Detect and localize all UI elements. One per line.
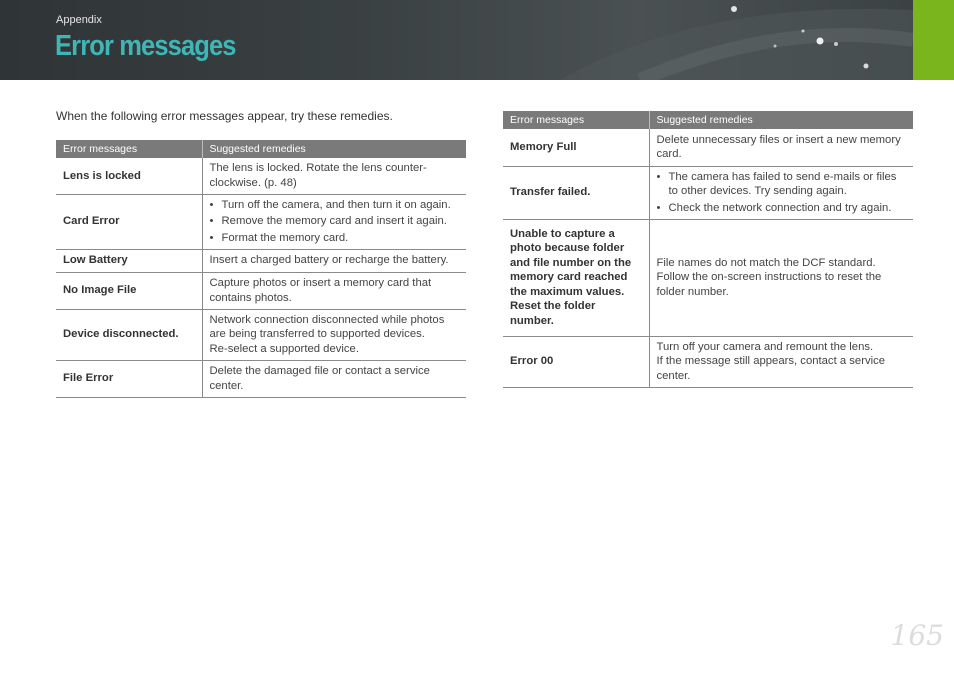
table-row xyxy=(56,272,466,309)
error-cell: Error 00 xyxy=(503,336,649,387)
remedy-cell: Delete the damaged file or contact a service center. xyxy=(202,360,466,397)
remedy-line: Turn off your camera and remount the lens. xyxy=(656,340,874,353)
table-row xyxy=(503,129,913,166)
remedy-line: File names do not match the DCF standard. xyxy=(656,256,876,269)
error-table-left xyxy=(56,140,466,398)
remedy-line: Re-select a supported device. xyxy=(209,342,359,355)
remedy-cell: Capture photos or insert a memory card that contains photos. xyxy=(202,272,466,309)
table-row xyxy=(56,360,466,397)
page-title: Error messages xyxy=(55,30,236,62)
remedy-cell: Insert a charged battery or recharge the battery. xyxy=(202,249,466,272)
remedy-cell: The lens is locked. Rotate the lens counter-clockwise. (p. 48) xyxy=(202,158,466,194)
remedy-bullet: • The camera has failed to send e-mails or files to other devices. Try sending again. xyxy=(669,170,909,199)
section-label: Appendix xyxy=(56,14,102,26)
remedy-bullet: • Turn off the camera, and then turn it on again. xyxy=(222,198,462,213)
error-cell: File Error xyxy=(56,360,202,397)
remedy-line: Follow the on-screen instructions to reset the folder number. xyxy=(656,271,882,298)
remedy-bullet: • Remove the memory card and insert it again. xyxy=(222,214,462,229)
remedy-cell xyxy=(202,194,466,249)
error-cell: Lens is locked xyxy=(56,158,202,194)
remedy-cell xyxy=(649,166,913,219)
error-cell: Device disconnected. xyxy=(56,309,202,360)
table-row xyxy=(56,158,466,194)
table-row xyxy=(503,219,913,336)
column-header-error: Error messages xyxy=(503,111,649,129)
error-cell: Memory Full xyxy=(503,129,649,166)
remedy-line: If the message still appears, contact a service center. xyxy=(656,355,886,382)
remedy-cell xyxy=(202,309,466,360)
remedy-cell xyxy=(649,219,913,336)
error-cell: No Image File xyxy=(56,272,202,309)
intro-text: When the following error messages appear, try these remedies. xyxy=(56,109,393,123)
error-cell: Unable to capture a photo because folder and file number on the memory card reached the maximum values. Reset the folder number. xyxy=(503,219,649,336)
error-cell: Card Error xyxy=(56,194,202,249)
table-row xyxy=(56,249,466,272)
column-header-remedy: Suggested remedies xyxy=(202,140,466,158)
error-cell: Low Battery xyxy=(56,249,202,272)
remedy-bullet: • Check the network connection and try again. xyxy=(669,201,909,216)
error-table-right xyxy=(503,111,913,388)
table-row xyxy=(56,194,466,249)
remedy-cell: Delete unnecessary files or insert a new memory card. xyxy=(649,129,913,166)
column-header-error: Error messages xyxy=(56,140,202,158)
table-row xyxy=(503,336,913,387)
remedy-line: Network connection disconnected while photos are being transferred to supported devices. xyxy=(209,313,445,341)
remedy-bullet: • Format the memory card. xyxy=(222,231,462,246)
column-header-remedy: Suggested remedies xyxy=(649,111,913,129)
remedy-cell xyxy=(649,336,913,387)
table-row xyxy=(56,309,466,360)
page-number: 165 xyxy=(890,619,944,652)
error-cell: Transfer failed. xyxy=(503,166,649,219)
table-row xyxy=(503,166,913,219)
chapter-tab xyxy=(913,0,954,80)
